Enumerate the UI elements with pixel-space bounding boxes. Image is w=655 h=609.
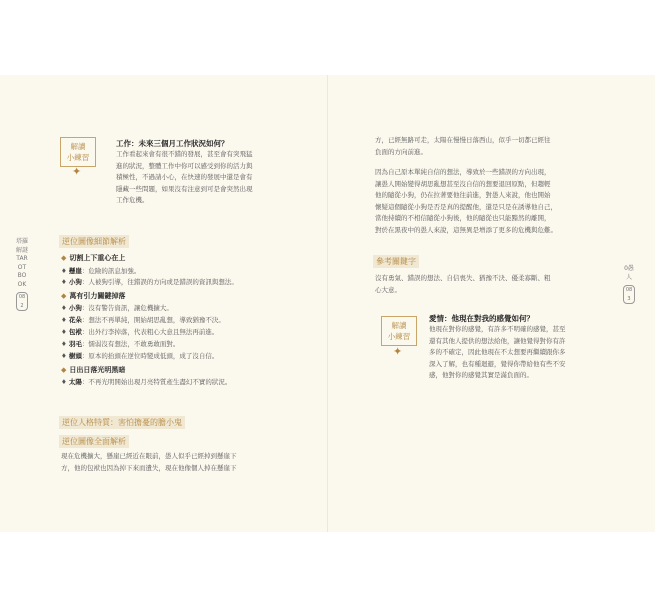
group-title [61, 291, 125, 301]
item-value: 原本的抬頭在逆位時變成低頭，成了沒自信。 [88, 352, 219, 360]
item-value: 出外行李掉落，代表粗心大意且無法再前進。 [88, 328, 219, 336]
section-heading: 逆位圖像全面解析 [59, 435, 129, 448]
group-title [61, 365, 125, 375]
body-line: 因為自己原本單純自信的想法，導致於一些錯誤的方向出現， [375, 168, 551, 176]
keywords-heading: 參考關鍵字 [373, 255, 419, 268]
left-page-number: 082 [16, 292, 28, 311]
diamond-icon: ◆ [61, 292, 67, 300]
question-love: 愛情：他現在對我的感覺如何？ [429, 314, 534, 323]
right-running-header [623, 265, 635, 304]
body-line: 讓愚人開始變得胡思亂想甚至沒自信的想要退回原點，但趨輕 [375, 180, 551, 188]
list-item: ♦ 包袱：出外行李掉落，代表粗心大意且無法再前進。 [61, 328, 219, 336]
right-page-number: 083 [623, 285, 635, 304]
section-heading: 逆位圖像細節解析 [59, 235, 129, 248]
item-value: 沒有警告資訊，讓危機擴大。 [88, 304, 173, 312]
overview-line: 方，他的包袱也因為掉下來而遺失，現在他像個人掉在懸崖下 [61, 464, 237, 472]
right-side-text: 0愚人 [624, 265, 634, 281]
body-line: 他的隨從小狗，仍在拉著要他往前進，對愚人來說，他也開始 [375, 191, 551, 199]
answer-line: 進的狀況，整體工作中你可以感受到你的活力與 [116, 162, 253, 170]
sparkle-icon: ✦ [72, 165, 82, 178]
answer-line: 工作看起來會有很不錯的發展，甚至會有突飛猛 [116, 150, 253, 158]
body-line: 懷疑這個隨從小狗是否是真的提醒他，還是只是在誘導他自己， [375, 203, 557, 211]
overview-line: 現在危機擴大，懸崖已經近在眼前，愚人似乎已經掉到懸崖下 [61, 452, 237, 460]
keywords-line: 沒有勇氣、錯誤的想法、自信喪失、猶豫不決、優柔寡斷、粗 [375, 274, 551, 282]
list-item: ♦ 花朵：想法不再單純，開始胡思亂想，導致猶豫不決。 [61, 316, 225, 324]
item-value: 不再光明開始出現月亮特質產生盡幻不實的狀況。 [88, 378, 232, 386]
item-key: 小狗 [68, 278, 82, 286]
item-key: 懸崖 [68, 267, 82, 275]
practice-box [381, 316, 417, 346]
list-item: ♦ 懸崖：危險的訊息加強。 [61, 267, 141, 275]
sparkle-icon: ✦ [393, 345, 403, 358]
item-key: 小狗 [68, 304, 82, 312]
diamond-icon: ◆ [61, 254, 67, 262]
body-line: 當他持續的不相信隨從小狗後，他的隨從也只能黯然的離開， [375, 214, 551, 222]
question-work: 工作：未來三個月工作狀況如何？ [116, 139, 229, 148]
left-side-text: 塔羅解謎TAROT BOOK [16, 238, 29, 288]
list-item: ♦ 羽毛：懦弱沒有想法，不敢勇敢面對。 [61, 340, 180, 348]
item-key: 太陽 [68, 378, 82, 386]
group-title-text: 萬有引力關鍵掉落 [69, 292, 126, 300]
practice-box-line-2: 小練習 [387, 332, 411, 341]
practice-box-line-1: 解讀 [70, 142, 86, 151]
answer-line: 工作危機。 [116, 196, 149, 204]
answer-line: 感，他對你的感覺其實是滿負面的。 [429, 371, 533, 379]
answer-line: 深入了解，也有種迴避，覺得你帶給他有些不安 [429, 360, 566, 368]
group-title-text: 切割上下重心在上 [69, 254, 126, 262]
body-line: 對於在黑夜中的愚人來說，這無異是增添了更多的危機與危難。 [375, 226, 557, 234]
list-item: ♦ 小狗：沒有警告資訊，讓危機擴大。 [61, 304, 173, 312]
item-value: 想法不再單純，開始胡思亂想，導致猶豫不決。 [88, 316, 225, 324]
section-heading: 逆位人格特質：害怕擔憂的膽小鬼 [59, 416, 185, 429]
left-running-header [16, 238, 28, 311]
item-value: 危險的訊息加強。 [88, 267, 141, 275]
practice-box-line-2: 小練習 [66, 153, 90, 162]
answer-line: 積極性，不過請小心，在快速的發展中還是會有 [116, 173, 253, 181]
list-item: ♦ 太陽：不再光明開始出現月亮特質產生盡幻不實的狀況。 [61, 378, 232, 386]
answer-line: 隱藏一些問題，如果沒有注意到可是會突然出現 [116, 185, 253, 193]
answer-line: 他現在對你的感覺，有許多不明確的感覺，甚至 [429, 325, 566, 333]
list-item: ♦ 樹頭：原本的抬頭在逆位時變成低頭，成了沒自信。 [61, 352, 219, 360]
item-value: 懦弱沒有想法，不敢勇敢面對。 [88, 340, 180, 348]
group-title [61, 253, 125, 263]
list-item: ♦ 小狗：人被狗引導，往錯誤的方向或是錯誤的資訊與想法。 [61, 278, 238, 286]
body-line: 方，已經無路可走，太陽在慢慢日落西山，似乎一切都已經往 [375, 136, 551, 144]
group-title-text: 日出日落光明黑暗 [69, 366, 126, 374]
item-value: 人被狗引導，往錯誤的方向或是錯誤的資訊與想法。 [88, 278, 238, 286]
answer-line: 還有其他人提供的想法給他，讓他覺得對你有許 [429, 337, 566, 345]
practice-box-line-1: 解讀 [391, 321, 407, 330]
item-key: 包袱 [68, 328, 82, 336]
body-line: 負面的方向前進。 [375, 148, 427, 156]
practice-box [60, 137, 96, 167]
item-key: 羽毛 [68, 340, 82, 348]
answer-line: 多的不確定，因此他現在不太想要再繼續跟你多 [429, 348, 566, 356]
diamond-icon: ◆ [61, 366, 67, 374]
item-key: 花朵 [68, 316, 82, 324]
item-key: 樹頭 [68, 352, 82, 360]
keywords-line: 心大意。 [375, 286, 401, 294]
